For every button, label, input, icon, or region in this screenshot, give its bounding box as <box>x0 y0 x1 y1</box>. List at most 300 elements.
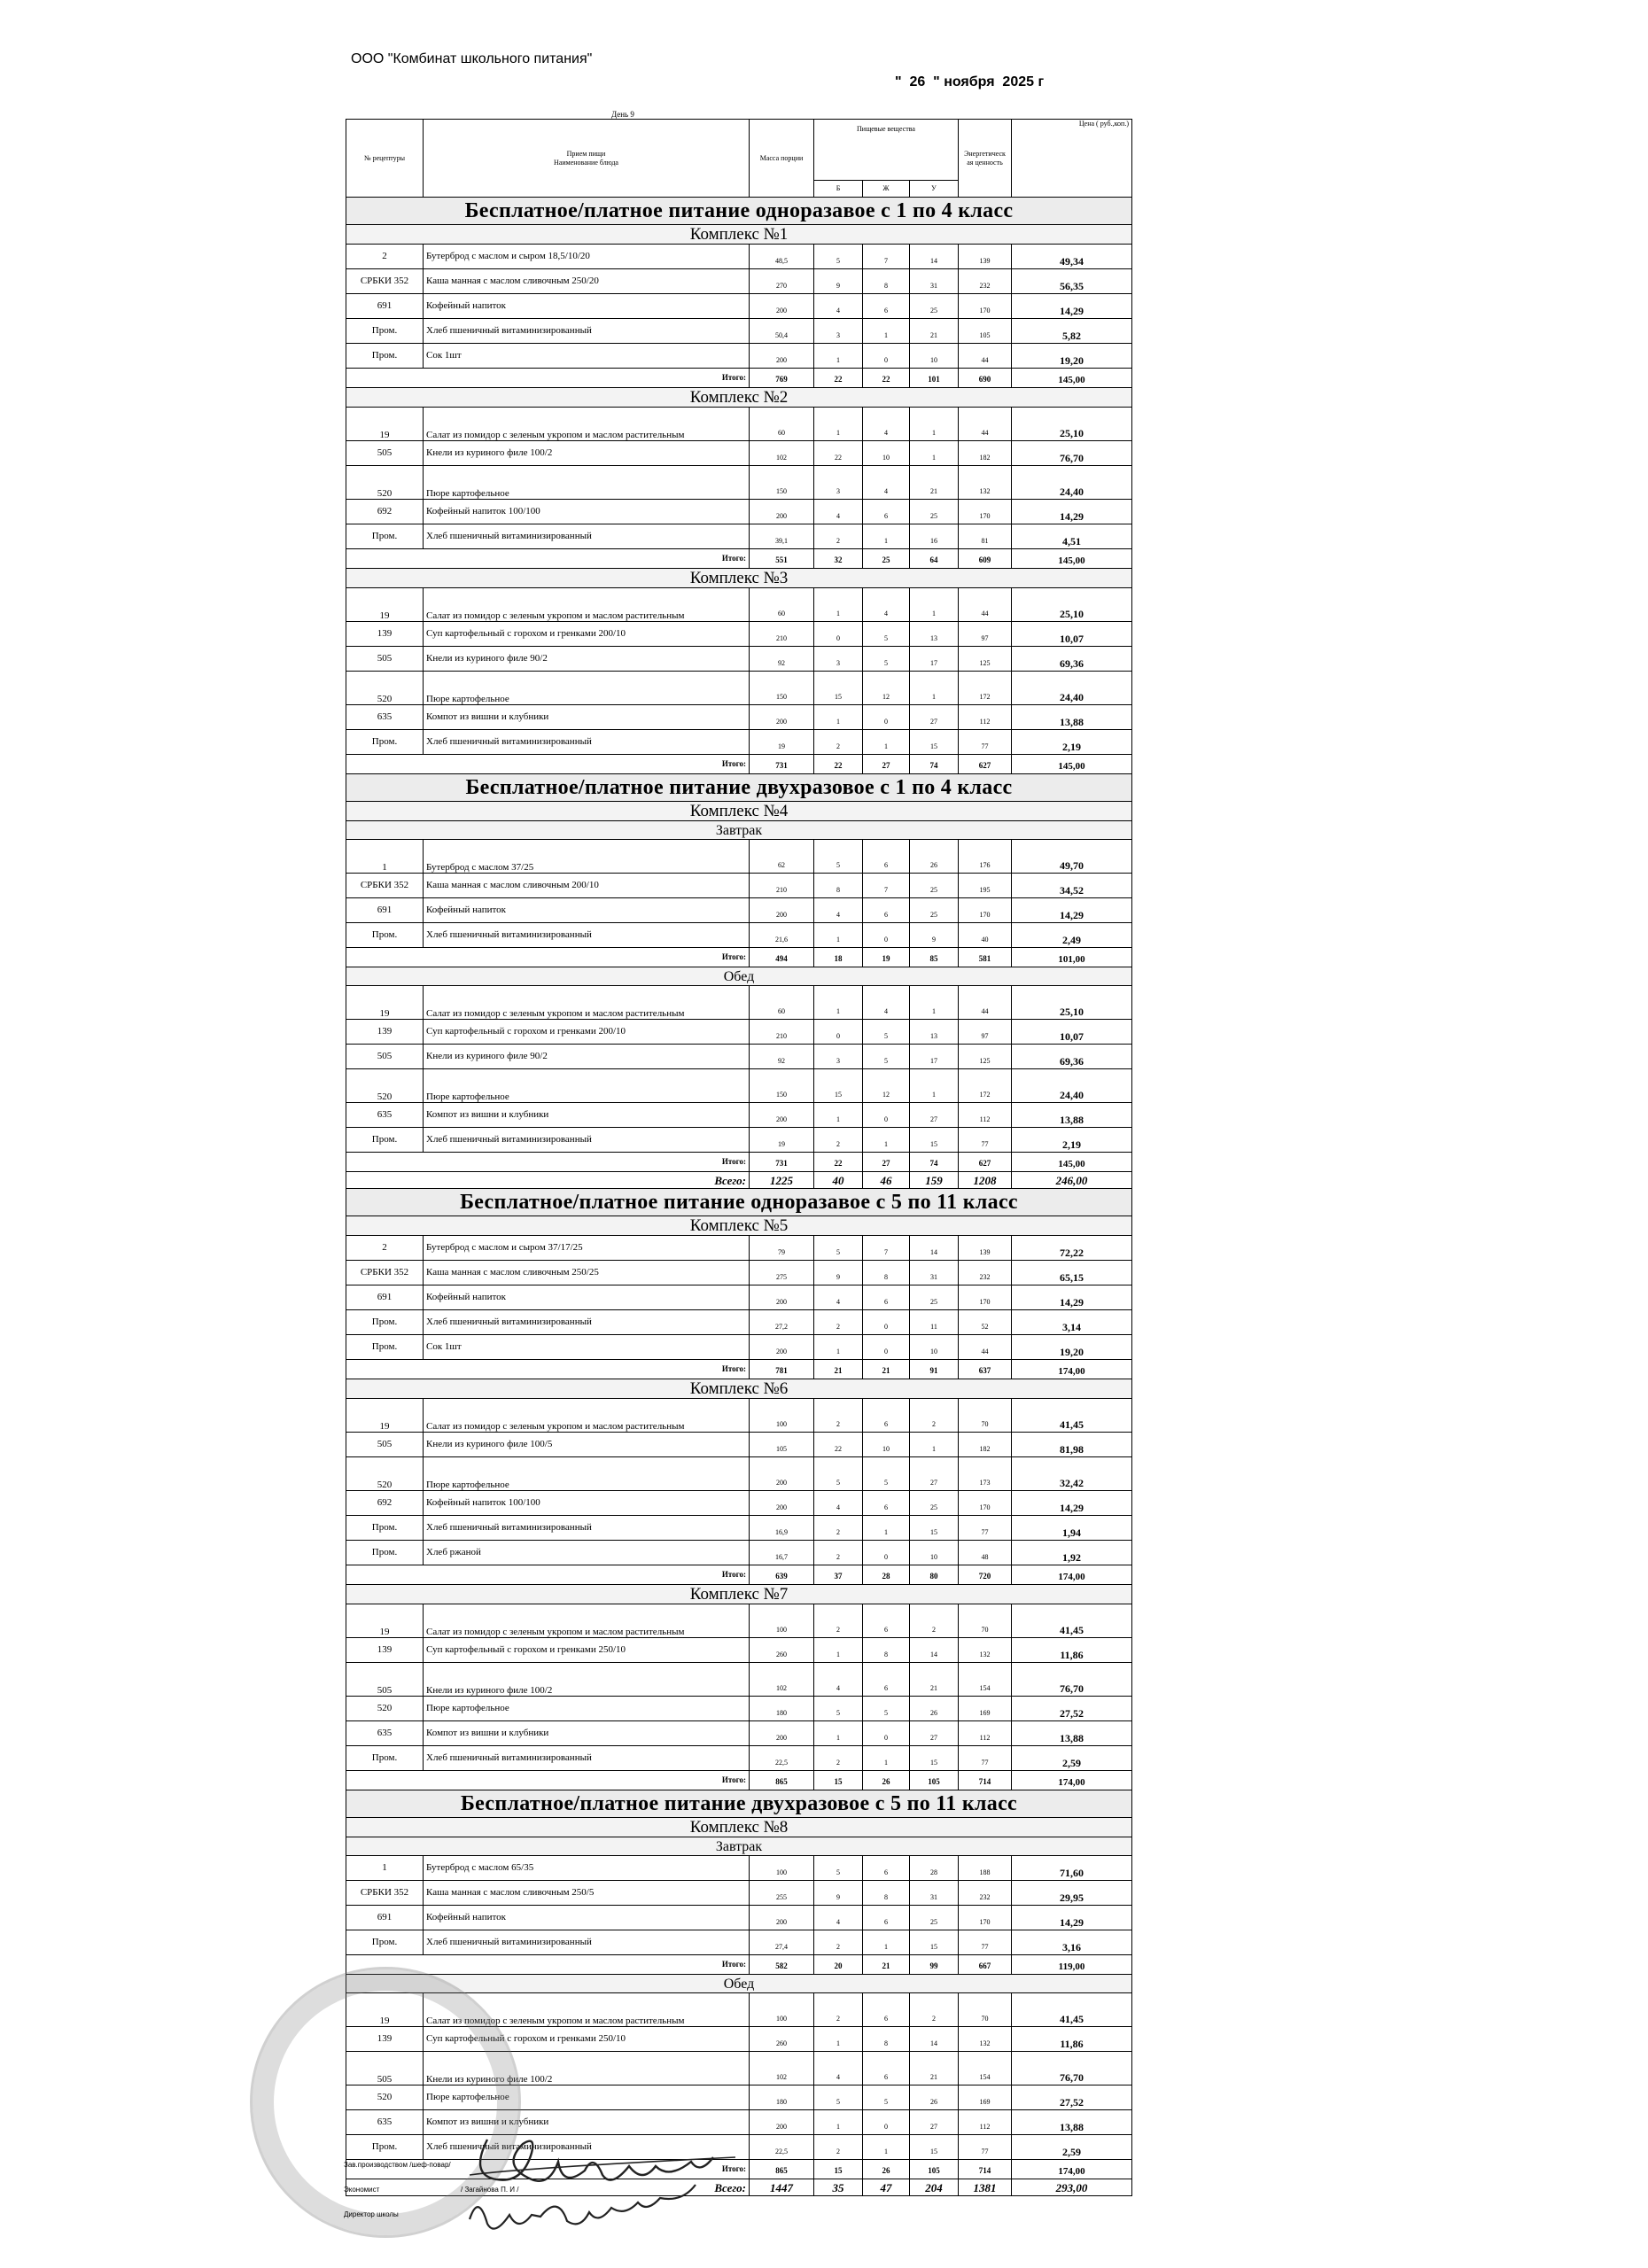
total-label: Итого: <box>346 755 750 774</box>
energy: 77 <box>959 1128 1012 1153</box>
recipe-number: 520 <box>346 672 424 705</box>
dish-name: Бутерброд с маслом 37/25 <box>424 840 750 874</box>
protein: 4 <box>814 500 863 524</box>
carbs: 21 <box>910 2052 959 2085</box>
price: 49,34 <box>1012 245 1132 269</box>
dish-row <box>346 500 1132 524</box>
portion-mass: 105 <box>750 1433 814 1457</box>
complex-title: Комплекс №5 <box>346 1216 1132 1236</box>
portion-mass: 210 <box>750 874 814 898</box>
recipe-number: 505 <box>346 1663 424 1697</box>
carbs: 1 <box>910 1433 959 1457</box>
carbs: 17 <box>910 647 959 672</box>
dish-row <box>346 1103 1132 1128</box>
dish-row <box>346 319 1132 344</box>
fat: 0 <box>863 1310 910 1335</box>
carbs: 16 <box>910 524 959 549</box>
total-cell: 64 <box>910 549 959 569</box>
total-cell: 667 <box>959 1955 1012 1975</box>
day-label: День 9 <box>611 110 634 119</box>
carbs: 25 <box>910 1906 959 1930</box>
dish-name: Хлеб ржаной <box>424 1541 750 1565</box>
carbs: 10 <box>910 344 959 369</box>
price: 2,59 <box>1012 2135 1132 2160</box>
dish-name: Хлеб пшеничный витаминизированный <box>424 1310 750 1335</box>
total-cell: 15 <box>814 2160 863 2179</box>
protein: 2 <box>814 1993 863 2027</box>
fat: 1 <box>863 1128 910 1153</box>
recipe-number: 520 <box>346 2085 424 2110</box>
dish-name: Пюре картофельное <box>424 1457 750 1491</box>
carbs: 14 <box>910 2027 959 2052</box>
energy: 169 <box>959 2085 1012 2110</box>
energy: 172 <box>959 672 1012 705</box>
price: 2,19 <box>1012 730 1132 755</box>
carbs: 17 <box>910 1045 959 1069</box>
complex-title-row <box>346 1379 1132 1399</box>
price: 69,36 <box>1012 1045 1132 1069</box>
recipe-number: Пром. <box>346 923 424 948</box>
header-mass: Масса порции <box>750 120 814 198</box>
price: 27,52 <box>1012 1697 1132 1721</box>
total-cell: 74 <box>910 1153 959 1172</box>
recipe-number: 635 <box>346 1103 424 1128</box>
dish-name: Компот из вишни и клубники <box>424 1721 750 1746</box>
carbs: 15 <box>910 1930 959 1955</box>
protein: 1 <box>814 1638 863 1663</box>
recipe-number: 2 <box>346 1236 424 1261</box>
energy: 70 <box>959 1993 1012 2027</box>
total-label: Итого: <box>346 369 750 388</box>
fat: 5 <box>863 1457 910 1491</box>
portion-mass: 100 <box>750 1399 814 1433</box>
recipe-number: 505 <box>346 647 424 672</box>
recipe-number: 505 <box>346 1433 424 1457</box>
energy: 112 <box>959 1103 1012 1128</box>
fat: 5 <box>863 647 910 672</box>
protein: 9 <box>814 269 863 294</box>
total-label: Итого: <box>346 1360 750 1379</box>
protein: 4 <box>814 294 863 319</box>
dish-row <box>346 730 1132 755</box>
dish-name: Салат из помидор с зеленым укропом и маслом растительным <box>424 1399 750 1433</box>
recipe-number: 691 <box>346 1285 424 1310</box>
carbs: 25 <box>910 1491 959 1516</box>
dish-name: Каша манная с маслом сливочным 250/20 <box>424 269 750 294</box>
price: 10,07 <box>1012 622 1132 647</box>
portion-mass: 200 <box>750 1335 814 1360</box>
dish-name: Салат из помидор с зеленым укропом и маслом растительным <box>424 408 750 441</box>
dish-name: Кнели из куриного филе 100/2 <box>424 441 750 466</box>
total-cell: 174,00 <box>1012 1771 1132 1790</box>
price: 5,82 <box>1012 319 1132 344</box>
section-title: Бесплатное/платное питание одноразавое с 1 по 4 класс <box>346 198 1132 225</box>
recipe-number: 19 <box>346 1399 424 1433</box>
total-cell: 720 <box>959 1565 1012 1585</box>
energy: 169 <box>959 1697 1012 1721</box>
recipe-number: Пром. <box>346 524 424 549</box>
protein: 0 <box>814 622 863 647</box>
dish-name: Хлеб пшеничный витаминизированный <box>424 923 750 948</box>
recipe-number: СРБКИ 352 <box>346 1881 424 1906</box>
dish-name: Бутерброд с маслом и сыром 37/17/25 <box>424 1236 750 1261</box>
carbs: 15 <box>910 1516 959 1541</box>
total-cell: 731 <box>750 755 814 774</box>
portion-mass: 100 <box>750 1993 814 2027</box>
carbs: 27 <box>910 705 959 730</box>
total-cell: 22 <box>814 1153 863 1172</box>
price: 41,45 <box>1012 1604 1132 1638</box>
dish-row <box>346 1285 1132 1310</box>
fat: 6 <box>863 294 910 319</box>
signature-label-director: Директор школы <box>344 2210 399 2218</box>
recipe-number: Пром. <box>346 2135 424 2160</box>
header-recipe: № рецептуры <box>346 120 424 198</box>
carbs: 1 <box>910 408 959 441</box>
portion-mass: 150 <box>750 466 814 500</box>
dish-row <box>346 840 1132 874</box>
portion-mass: 260 <box>750 2027 814 2052</box>
fat: 4 <box>863 466 910 500</box>
recipe-number: Пром. <box>346 1310 424 1335</box>
price: 24,40 <box>1012 672 1132 705</box>
fat: 4 <box>863 588 910 622</box>
fat: 1 <box>863 1746 910 1771</box>
fat: 8 <box>863 269 910 294</box>
fat: 0 <box>863 1335 910 1360</box>
portion-mass: 200 <box>750 344 814 369</box>
total-cell: 40 <box>814 1172 863 1189</box>
dish-name: Кнели из куриного филе 100/2 <box>424 1663 750 1697</box>
fat: 1 <box>863 1516 910 1541</box>
protein: 2 <box>814 1399 863 1433</box>
total-label: Итого: <box>346 1153 750 1172</box>
dish-name: Пюре картофельное <box>424 672 750 705</box>
total-cell: 35 <box>814 2179 863 2196</box>
price: 32,42 <box>1012 1457 1132 1491</box>
protein: 2 <box>814 524 863 549</box>
protein: 22 <box>814 1433 863 1457</box>
price: 2,19 <box>1012 1128 1132 1153</box>
energy: 125 <box>959 1045 1012 1069</box>
price: 1,94 <box>1012 1516 1132 1541</box>
carbs: 26 <box>910 840 959 874</box>
complex-title-row <box>346 388 1132 408</box>
protein: 9 <box>814 1881 863 1906</box>
complex-title-row <box>346 225 1132 245</box>
dish-row <box>346 1399 1132 1433</box>
price: 24,40 <box>1012 1069 1132 1103</box>
price: 14,29 <box>1012 294 1132 319</box>
portion-mass: 102 <box>750 1663 814 1697</box>
complex-title-row <box>346 1818 1132 1837</box>
dish-name: Кофейный напиток <box>424 1285 750 1310</box>
dish-row <box>346 923 1132 948</box>
dish-name: Суп картофельный с горохом и гренками 250/10 <box>424 1638 750 1663</box>
price: 4,51 <box>1012 524 1132 549</box>
energy: 97 <box>959 622 1012 647</box>
portion-mass: 150 <box>750 1069 814 1103</box>
fat: 5 <box>863 1045 910 1069</box>
price: 76,70 <box>1012 1663 1132 1697</box>
portion-mass: 102 <box>750 2052 814 2085</box>
portion-mass: 60 <box>750 408 814 441</box>
fat: 0 <box>863 923 910 948</box>
total-cell: 1208 <box>959 1172 1012 1189</box>
dish-name: Суп картофельный с горохом и гренками 250/10 <box>424 2027 750 2052</box>
total-cell: 1381 <box>959 2179 1012 2196</box>
portion-mass: 27,4 <box>750 1930 814 1955</box>
energy: 81 <box>959 524 1012 549</box>
portion-mass: 200 <box>750 2110 814 2135</box>
total-cell: 22 <box>814 369 863 388</box>
total-cell: 145,00 <box>1012 369 1132 388</box>
portion-mass: 200 <box>750 1491 814 1516</box>
complex-title: Комплекс №3 <box>346 569 1132 588</box>
total-cell: 22 <box>863 369 910 388</box>
carbs: 27 <box>910 1721 959 1746</box>
price: 14,29 <box>1012 1906 1132 1930</box>
total-label: Всего: <box>346 1172 750 1189</box>
portion-mass: 200 <box>750 1103 814 1128</box>
price: 11,86 <box>1012 2027 1132 2052</box>
energy: 52 <box>959 1310 1012 1335</box>
carbs: 28 <box>910 1856 959 1881</box>
protein: 4 <box>814 1906 863 1930</box>
dish-name: Компот из вишни и клубники <box>424 1103 750 1128</box>
dish-row <box>346 898 1132 923</box>
fat: 6 <box>863 898 910 923</box>
protein: 2 <box>814 1128 863 1153</box>
signature-label-chef: Зав.производством /шеф-повар/ <box>344 2161 451 2169</box>
carbs: 25 <box>910 294 959 319</box>
dish-name: Хлеб пшеничный витаминизированный <box>424 524 750 549</box>
fat: 0 <box>863 1103 910 1128</box>
protein: 4 <box>814 1663 863 1697</box>
carbs: 11 <box>910 1310 959 1335</box>
dish-name: Хлеб пшеничный витаминизированный <box>424 2135 750 2160</box>
fat: 6 <box>863 1856 910 1881</box>
energy: 44 <box>959 344 1012 369</box>
fat: 6 <box>863 2052 910 2085</box>
portion-mass: 270 <box>750 269 814 294</box>
price: 14,29 <box>1012 898 1132 923</box>
energy: 125 <box>959 647 1012 672</box>
dish-row <box>346 1045 1132 1069</box>
dish-name: Пюре картофельное <box>424 1069 750 1103</box>
portion-mass: 275 <box>750 1261 814 1285</box>
menu-table <box>346 119 1132 2196</box>
dish-name: Хлеб пшеничный витаминизированный <box>424 1516 750 1541</box>
total-cell: 85 <box>910 948 959 967</box>
portion-mass: 200 <box>750 1906 814 1930</box>
dish-row <box>346 672 1132 705</box>
protein: 2 <box>814 1310 863 1335</box>
recipe-number: 505 <box>346 441 424 466</box>
portion-mass: 200 <box>750 500 814 524</box>
dish-row <box>346 705 1132 730</box>
price: 41,45 <box>1012 1993 1132 2027</box>
energy: 170 <box>959 294 1012 319</box>
portion-mass: 92 <box>750 647 814 672</box>
carbs: 1 <box>910 986 959 1020</box>
fat: 4 <box>863 986 910 1020</box>
protein: 1 <box>814 1335 863 1360</box>
energy: 170 <box>959 898 1012 923</box>
fat: 6 <box>863 1993 910 2027</box>
total-label: Итого: <box>346 948 750 967</box>
recipe-number: 19 <box>346 408 424 441</box>
total-cell: 174,00 <box>1012 2160 1132 2179</box>
price: 13,88 <box>1012 1721 1132 1746</box>
energy: 70 <box>959 1399 1012 1433</box>
energy: 132 <box>959 466 1012 500</box>
dish-row <box>346 986 1132 1020</box>
dish-row <box>346 1128 1132 1153</box>
protein: 3 <box>814 1045 863 1069</box>
total-cell: 731 <box>750 1153 814 1172</box>
price: 41,45 <box>1012 1399 1132 1433</box>
header-energy: Энергетическ ая ценность <box>959 120 1012 198</box>
protein: 2 <box>814 1516 863 1541</box>
recipe-number: 520 <box>346 1069 424 1103</box>
fat: 4 <box>863 408 910 441</box>
price: 34,52 <box>1012 874 1132 898</box>
total-cell: 145,00 <box>1012 549 1132 569</box>
table-header-row <box>346 120 1132 181</box>
price: 1,92 <box>1012 1541 1132 1565</box>
subtotal-row <box>346 948 1132 967</box>
dish-row <box>346 1069 1132 1103</box>
dish-row <box>346 441 1132 466</box>
protein: 1 <box>814 705 863 730</box>
portion-mass: 100 <box>750 1604 814 1638</box>
portion-mass: 102 <box>750 441 814 466</box>
carbs: 14 <box>910 245 959 269</box>
energy: 48 <box>959 1541 1012 1565</box>
recipe-number: Пром. <box>346 1335 424 1360</box>
price: 76,70 <box>1012 2052 1132 2085</box>
total-cell: 46 <box>863 1172 910 1189</box>
recipe-number: 1 <box>346 840 424 874</box>
portion-mass: 180 <box>750 1697 814 1721</box>
total-label: Итого: <box>346 2160 750 2179</box>
recipe-number: Пром. <box>346 344 424 369</box>
dish-row <box>346 588 1132 622</box>
dish-row <box>346 1930 1132 1955</box>
fat: 0 <box>863 344 910 369</box>
dish-row <box>346 1433 1132 1457</box>
carbs: 2 <box>910 1399 959 1433</box>
energy: 232 <box>959 1261 1012 1285</box>
handwritten-signatures <box>416 2122 789 2255</box>
total-cell: 22 <box>814 755 863 774</box>
portion-mass: 150 <box>750 672 814 705</box>
energy: 154 <box>959 2052 1012 2085</box>
dish-name: Салат из помидор с зеленым укропом и маслом растительным <box>424 588 750 622</box>
carbs: 25 <box>910 1285 959 1310</box>
fat: 10 <box>863 1433 910 1457</box>
carbs: 10 <box>910 1541 959 1565</box>
meal-subtitle: Завтрак <box>346 1837 1132 1856</box>
dish-name: Хлеб пшеничный витаминизированный <box>424 1930 750 1955</box>
dish-name: Кофейный напиток <box>424 898 750 923</box>
protein: 9 <box>814 1261 863 1285</box>
energy: 170 <box>959 1906 1012 1930</box>
energy: 139 <box>959 1236 1012 1261</box>
portion-mass: 60 <box>750 588 814 622</box>
dish-name: Компот из вишни и клубники <box>424 2110 750 2135</box>
total-cell: 27 <box>863 755 910 774</box>
price: 11,86 <box>1012 1638 1132 1663</box>
energy: 44 <box>959 986 1012 1020</box>
recipe-number: 691 <box>346 898 424 923</box>
recipe-number: 139 <box>346 1638 424 1663</box>
complex-title: Комплекс №6 <box>346 1379 1132 1399</box>
subtotal-row <box>346 1360 1132 1379</box>
subtotal-row <box>346 369 1132 388</box>
price: 25,10 <box>1012 408 1132 441</box>
total-cell: 865 <box>750 1771 814 1790</box>
total-cell: 494 <box>750 948 814 967</box>
fat: 6 <box>863 1663 910 1697</box>
dish-row <box>346 1856 1132 1881</box>
protein: 3 <box>814 319 863 344</box>
section-title: Бесплатное/платное питание одноразавое с 5 по 11 класс <box>346 1189 1132 1216</box>
recipe-number: 691 <box>346 1906 424 1930</box>
dish-row <box>346 647 1132 672</box>
portion-mass: 100 <box>750 1856 814 1881</box>
organization-name: ООО "Комбинат школьного питания" <box>351 51 593 66</box>
protein: 1 <box>814 2027 863 2052</box>
dish-row <box>346 466 1132 500</box>
recipe-number: Пром. <box>346 1541 424 1565</box>
fat: 1 <box>863 524 910 549</box>
total-cell: 101,00 <box>1012 948 1132 967</box>
fat: 0 <box>863 1721 910 1746</box>
total-cell: 145,00 <box>1012 755 1132 774</box>
energy: 172 <box>959 1069 1012 1103</box>
dish-row <box>346 1638 1132 1663</box>
price: 13,88 <box>1012 705 1132 730</box>
meal-subtitle-row <box>346 1837 1132 1856</box>
carbs: 9 <box>910 923 959 948</box>
energy: 112 <box>959 2110 1012 2135</box>
carbs: 13 <box>910 622 959 647</box>
carbs: 31 <box>910 269 959 294</box>
section-title: Бесплатное/платное питание двухразовое с 1 по 4 класс <box>346 774 1132 802</box>
carbs: 25 <box>910 874 959 898</box>
energy: 195 <box>959 874 1012 898</box>
protein: 4 <box>814 898 863 923</box>
recipe-number: 505 <box>346 2052 424 2085</box>
meal-subtitle: Обед <box>346 1975 1132 1993</box>
dish-name: Сок 1шт <box>424 344 750 369</box>
price: 56,35 <box>1012 269 1132 294</box>
protein: 2 <box>814 1930 863 1955</box>
portion-mass: 60 <box>750 986 814 1020</box>
carbs: 2 <box>910 1604 959 1638</box>
recipe-number: 692 <box>346 1491 424 1516</box>
portion-mass: 27,2 <box>750 1310 814 1335</box>
portion-mass: 22,5 <box>750 2135 814 2160</box>
total-cell: 582 <box>750 1955 814 1975</box>
protein: 2 <box>814 2135 863 2160</box>
price: 27,52 <box>1012 2085 1132 2110</box>
total-cell: 21 <box>814 1360 863 1379</box>
dish-row <box>346 1541 1132 1565</box>
portion-mass: 39,1 <box>750 524 814 549</box>
